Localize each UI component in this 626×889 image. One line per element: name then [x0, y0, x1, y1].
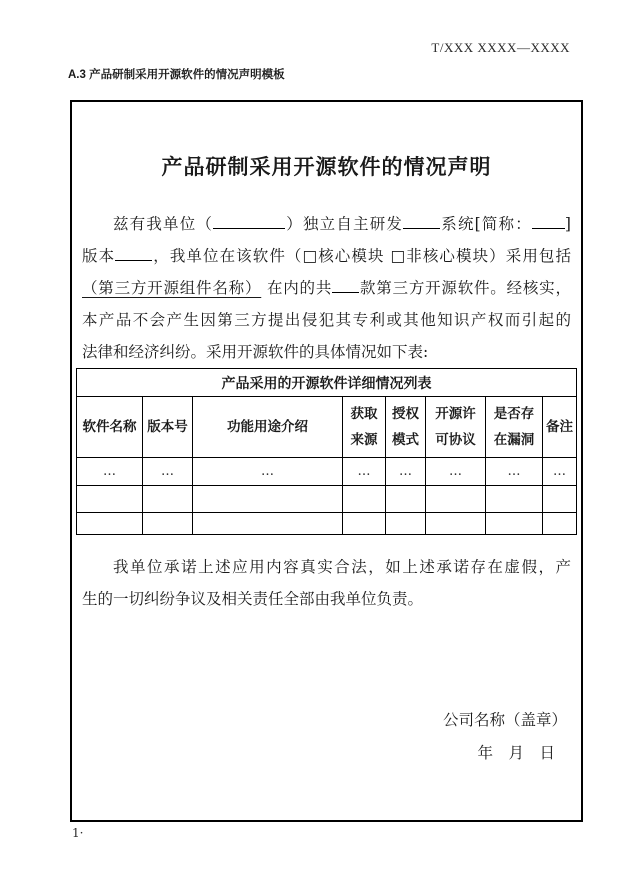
col-header-vulnerability: 是否存在漏洞: [486, 397, 543, 458]
table-cell: [77, 513, 143, 535]
body-line-3: [82, 272, 571, 304]
body-run: 本产品不会产生因第三方提出侵犯其专利或其他知识产权而引起的: [82, 311, 571, 329]
commitment-line-1: [82, 551, 571, 583]
table-cell: [543, 486, 577, 513]
table-cell: …: [193, 458, 343, 486]
table-caption: 产品采用的开源软件详细情况列表: [77, 369, 577, 397]
declaration-body: [72, 208, 581, 368]
blank-system-name: [403, 212, 440, 229]
table-cell: …: [77, 458, 143, 486]
blank-count: [332, 276, 359, 293]
body-run: 款第三方开源软件。经核实，: [359, 279, 571, 297]
table-header-row: [77, 397, 577, 458]
commitment-paragraph: [72, 551, 581, 615]
body-run: ]: [564, 215, 571, 233]
underlined-component-name: （第三方开源组件名称）: [82, 279, 262, 297]
col-header-function: 功能用途介绍: [193, 397, 343, 458]
commitment-line-2: [82, 583, 571, 615]
blank-version: [115, 244, 152, 261]
company-seal-label: 公司名称（盖章）: [442, 711, 567, 729]
table-row: [77, 486, 577, 513]
section-heading: A.3 产品研制采用开源软件的情况声明模板: [68, 69, 285, 81]
body-run: ）独立自主研发: [285, 215, 404, 233]
body-line-1: [82, 208, 571, 240]
table-cell: [426, 486, 486, 513]
body-run: 兹有我单位（: [113, 215, 214, 233]
table-cell: …: [486, 458, 543, 486]
table-cell: [343, 513, 386, 535]
body-line-5: [82, 336, 571, 368]
table-cell: [386, 486, 426, 513]
table-row: [77, 513, 577, 535]
col-header-remarks: 备注: [543, 397, 577, 458]
table-cell: [543, 513, 577, 535]
blank-system-abbr: [532, 212, 565, 229]
table-caption-row: [77, 369, 577, 397]
body-run: 版本: [82, 247, 116, 265]
declaration-title: 产品研制采用开源软件的情况声明: [161, 154, 492, 179]
body-line-4: [82, 304, 571, 336]
page-number: 1·: [72, 826, 84, 840]
table-cell: [486, 513, 543, 535]
table-cell: [77, 486, 143, 513]
body-run: 我单位承诺上述应用内容真实合法，如上述承诺存在虚假，产: [113, 558, 571, 576]
table-cell: …: [386, 458, 426, 486]
col-header-license-mode: 授权模式: [386, 397, 426, 458]
col-header-oss-license: 开源许可协议: [426, 397, 486, 458]
table-cell: [143, 513, 193, 535]
body-line-2: [82, 240, 571, 272]
body-run: 在内的共: [261, 279, 333, 297]
col-header-software-name: 软件名称: [77, 397, 143, 458]
table-cell: [193, 486, 343, 513]
doc-number: T/XXX XXXX—XXXX: [431, 40, 570, 55]
date-label: 年 月 日: [477, 744, 555, 762]
body-run: ，我单位在该软件（□核心模块 □非核心模块）采用包括: [152, 247, 571, 265]
table-cell: [143, 486, 193, 513]
body-run: 系统[简称：: [440, 215, 532, 233]
table-cell: [193, 513, 343, 535]
table-row: [77, 458, 577, 486]
table-cell: …: [143, 458, 193, 486]
table-cell: …: [543, 458, 577, 486]
table-cell: [486, 486, 543, 513]
table-cell: [426, 513, 486, 535]
table-cell: …: [426, 458, 486, 486]
signature-block: [443, 704, 567, 770]
table-cell: …: [343, 458, 386, 486]
table-cell: [386, 513, 426, 535]
col-header-source: 获取来源: [343, 397, 386, 458]
blank-company-name: [213, 212, 285, 229]
table-cell: [343, 486, 386, 513]
col-header-version: 版本号: [143, 397, 193, 458]
open-source-software-table: [76, 368, 577, 535]
declaration-frame: [70, 100, 583, 822]
body-run: 法律和经济纠纷。采用开源软件的具体情况如下表:: [82, 343, 429, 361]
body-run: 生的一切纠纷争议及相关责任全部由我单位负责。: [82, 590, 424, 608]
